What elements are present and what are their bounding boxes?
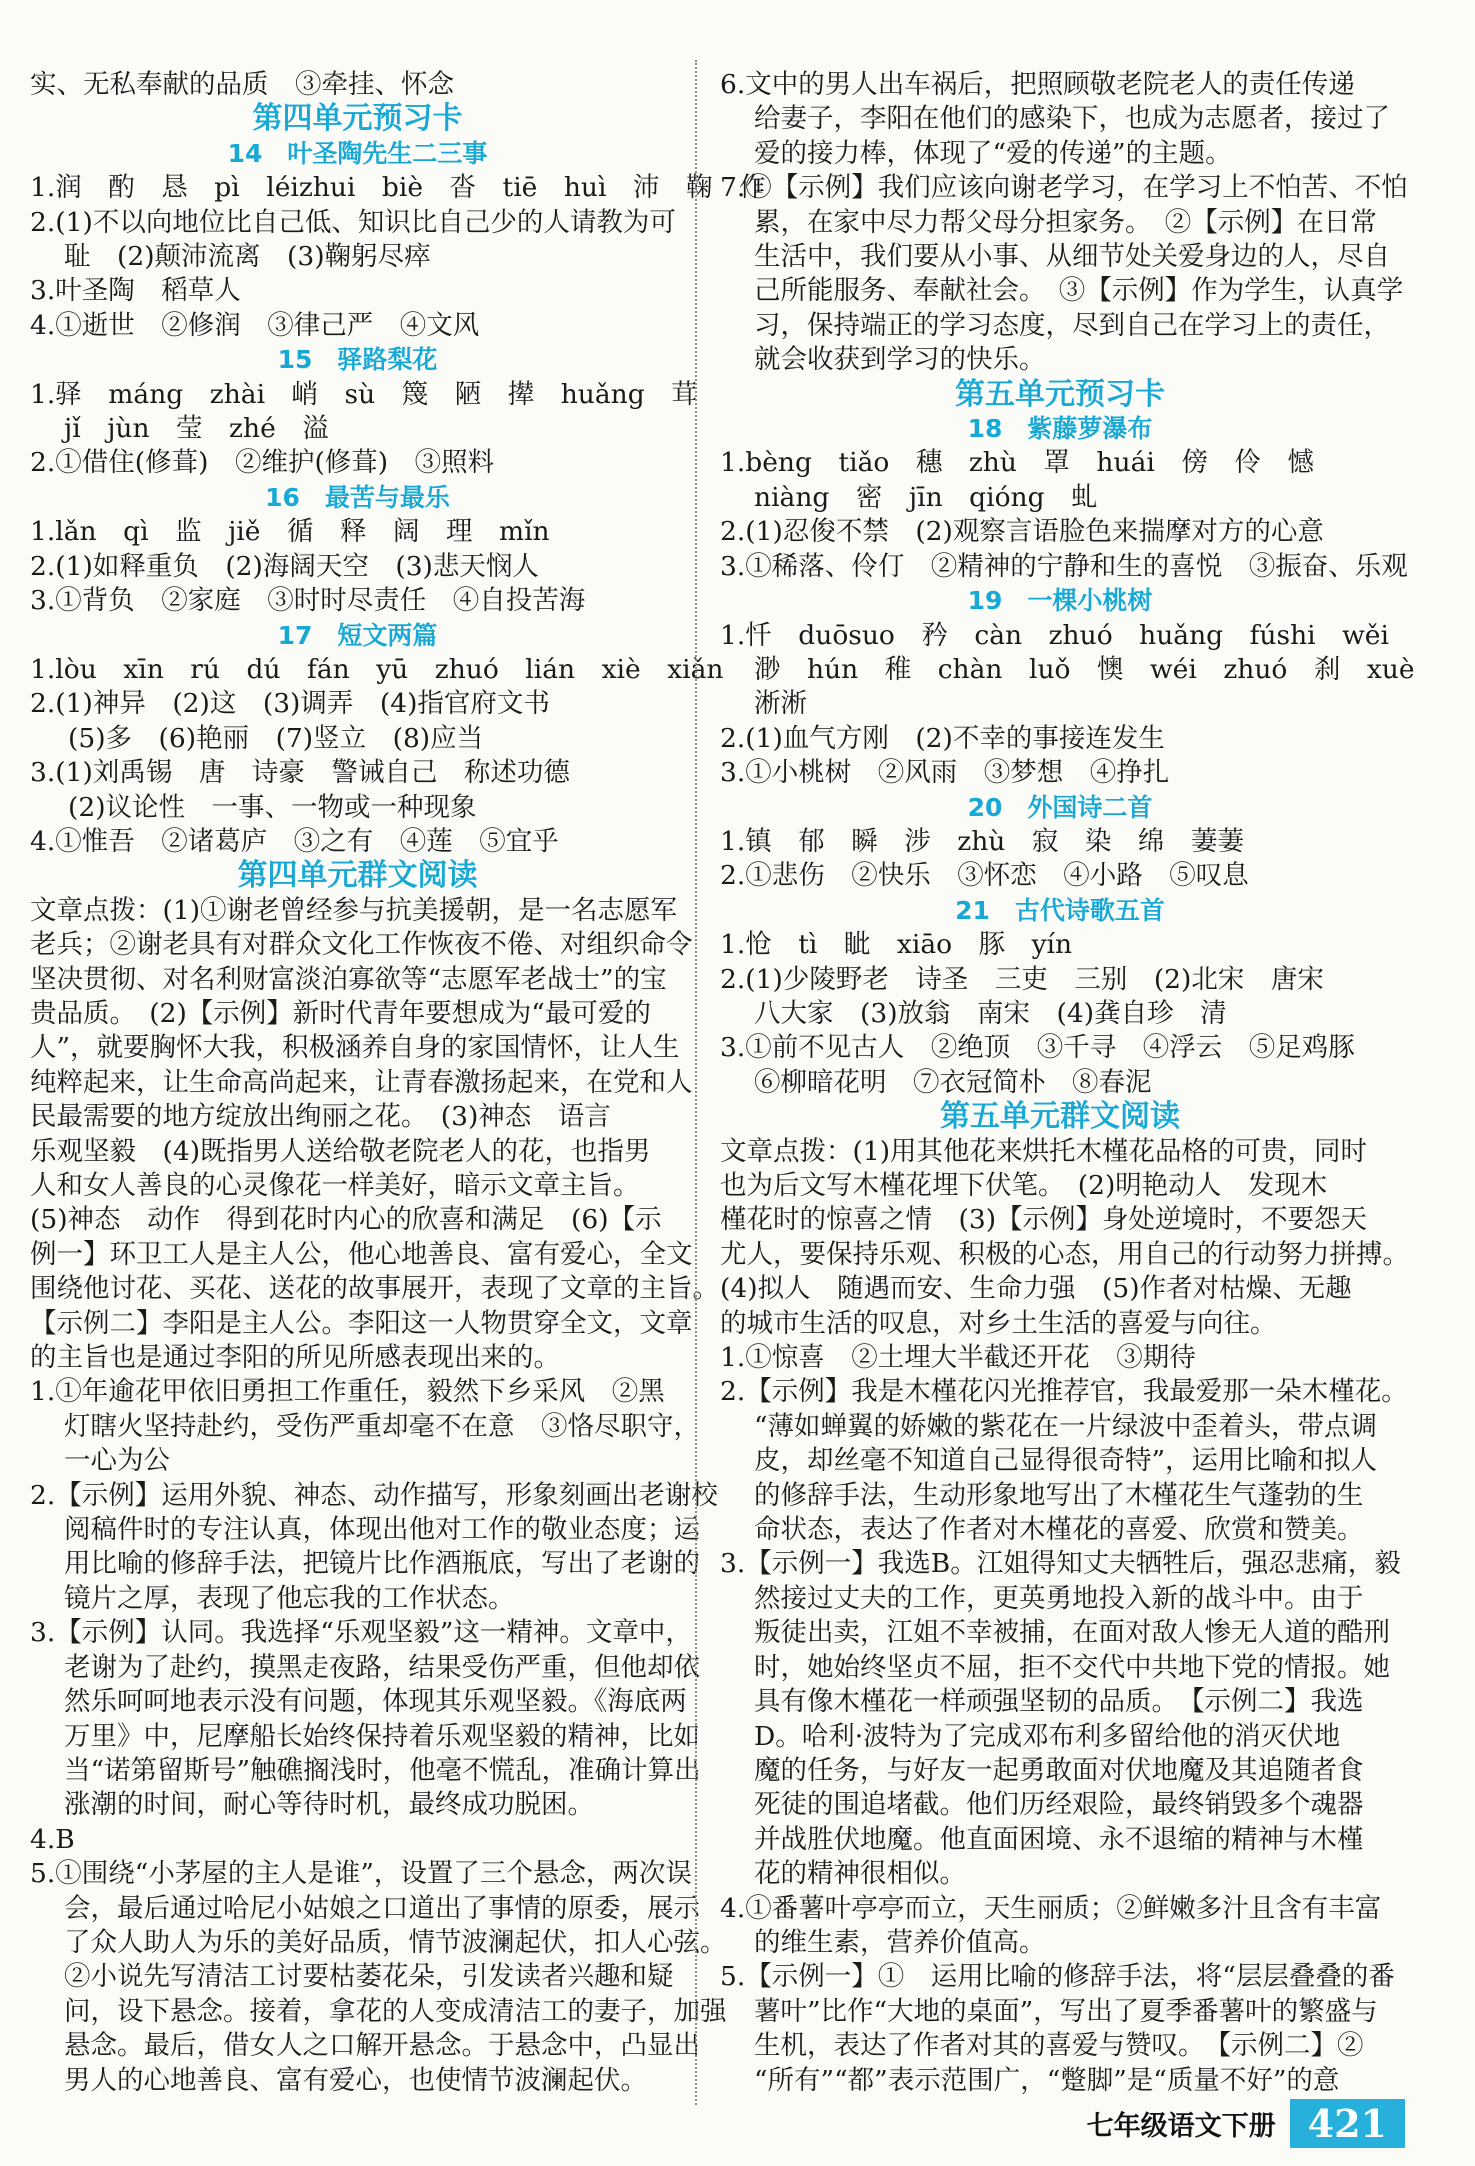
answer-line: 一心为公 bbox=[64, 1445, 170, 1477]
answer-line: D。哈利·波特为了完成邓布利多留给他的消灭伏地 bbox=[754, 1720, 1341, 1752]
answer-line: 了众人助人为乐的美好品质，情节波澜起伏，扣人心弦。 bbox=[64, 1926, 727, 1958]
answer-line: 4.①番薯叶亭亭而立，天生丽质；②鲜嫩多汁且含有丰富 bbox=[720, 1892, 1382, 1924]
lesson-heading: 21 古代诗歌五首 bbox=[955, 895, 1165, 925]
answer-line: 生活中，我们要从小事、从细节处关爱身边的人，尽自 bbox=[754, 241, 1390, 273]
answer-line: 万里》中，尼摩船长始终保持着乐观坚毅的精神，比如 bbox=[64, 1720, 700, 1752]
answer-line: 老兵；②谢老具有对群众文化工作恢夜不倦、对组织命令 bbox=[30, 929, 693, 961]
answer-line: 当“诺第留斯号”触礁搁浅时，他毫不慌乱，准确计算出 bbox=[64, 1754, 701, 1786]
lesson-heading: 20 外国诗二首 bbox=[967, 792, 1153, 822]
right-column bbox=[720, 68, 1415, 2098]
answer-line: 2.(1)神异 (2)这 (3)调弄 (4)指官府文书 bbox=[30, 688, 550, 720]
answer-line: 1.润 酌 恳 pì léizhui biè 沓 tiē huì 沛 鞠 作 bbox=[30, 172, 766, 204]
answer-line: 死徒的围追堵截。他们历经艰险，最终销毁多个魂器 bbox=[754, 1789, 1364, 1821]
answer-line: “所有”“都”表示范围广，“蹩脚”是“质量不好”的意 bbox=[754, 2064, 1340, 2096]
answer-line: 2.①悲伤 ②快乐 ③怀恋 ④小路 ⑤叹息 bbox=[720, 860, 1249, 892]
answer-line: 民最需要的地方绽放出绚丽之花。 (3)神态 语言 bbox=[30, 1101, 611, 1133]
grade-label: 七年级语文下册 bbox=[1086, 2110, 1276, 2142]
answer-line: 就会收获到学习的快乐。 bbox=[754, 344, 1046, 376]
answer-line: 己所能服务、奉献社会。 ③【示例】作为学生，认真学 bbox=[754, 275, 1404, 307]
answer-line: 人和女人善良的心灵像花一样美好，暗示文章主旨。 bbox=[30, 1170, 640, 1201]
answer-line: 叛徒出卖，江姐不幸被捕，在面对敌人惨无人道的酷刑 bbox=[754, 1617, 1390, 1649]
section-heading: 第五单元预习卡 bbox=[955, 376, 1165, 412]
answer-line: 1.怆 tì 眦 xiāo 豚 yín bbox=[720, 929, 1073, 961]
answer-line: 5.①围绕“小茅屋的主人是谁”，设置了三个悬念，两次误 bbox=[30, 1858, 692, 1890]
answer-line: (5)神态 动作 得到花时内心的欣喜和满足 (6)【示 bbox=[30, 1204, 662, 1236]
answer-line: 例一】环卫工人是主人公，他心地善良、富有爱心，全文 bbox=[30, 1238, 693, 1270]
answer-line: 1.lòu xīn rú dú fán yū zhuó lián xiè xiǎn bbox=[30, 653, 724, 685]
answer-line: 槿花时的惊喜之情 (3)【示例】身处逆境时，不要怨天 bbox=[720, 1204, 1368, 1236]
column-divider bbox=[695, 60, 697, 2105]
answer-line: jǐ jùn 莹 zhé 溢 bbox=[64, 413, 329, 445]
answer-line: 4.①逝世 ②修润 ③律己严 ④文风 bbox=[30, 309, 480, 341]
answer-line: 2.【示例】运用外貌、神态、动作描写，形象刻画出老谢校 bbox=[30, 1479, 718, 1511]
left-column bbox=[30, 68, 766, 2098]
answer-line: 男人的心地善良、富有爱心，也使情节波澜起伏。 bbox=[64, 2064, 647, 2096]
answer-line: 1.lǎn qì 监 jiě 循 释 阔 理 mǐn bbox=[30, 516, 550, 548]
answer-line: 实、无私奉献的品质 ③牵挂、怀念 bbox=[30, 69, 454, 100]
lesson-heading: 14 叶圣陶先生二三事 bbox=[227, 138, 488, 168]
answer-line: 尤人，要保持乐观、积极的心态，用自己的行动努力拼搏。 bbox=[720, 1238, 1409, 1270]
lesson-heading: 15 驿路梨花 bbox=[277, 345, 438, 375]
page-number: 421 bbox=[1290, 2099, 1405, 2148]
answer-line: 3.①稀落、伶仃 ②精神的宁静和生的喜悦 ③振奋、乐观 bbox=[720, 550, 1408, 582]
answer-line: 3.【示例一】我选B。江姐得知丈夫牺牲后，强忍悲痛，毅 bbox=[720, 1548, 1401, 1580]
answer-line: 花的精神很相似。 bbox=[754, 1858, 966, 1890]
answer-line: 用比喻的修辞手法，把镜片比作酒瓶底，写出了老谢的 bbox=[64, 1548, 700, 1580]
answer-line: 悬念。最后，借女人之口解开悬念。于悬念中，凸显出 bbox=[64, 2030, 700, 2062]
answer-line: niàng 密 jīn qióng 虬 bbox=[754, 481, 1098, 513]
answer-line: 纯粹起来，让生命高尚起来，让青春激扬起来，在党和人 bbox=[30, 1066, 693, 1098]
answer-line: (5)多 (6)艳丽 (7)竖立 (8)应当 bbox=[68, 722, 484, 754]
answer-line: 的城市生活的叹息，对乡土生活的喜爱与向往。 bbox=[720, 1307, 1277, 1339]
lesson-heading: 16 最苦与最乐 bbox=[265, 482, 450, 512]
answer-line: 问，设下悬念。接着，拿花的人变成清洁工的妻子，加强 bbox=[64, 1995, 727, 2027]
answer-line: 2.①借住(修葺) ②维护(修葺) ③照料 bbox=[30, 447, 495, 479]
answer-line: ②小说先写清洁工讨要枯萎花朵，引发读者兴趣和疑 bbox=[64, 1961, 674, 1993]
section-heading: 第四单元群文阅读 bbox=[237, 858, 478, 894]
answer-line: 3.①背负 ②家庭 ③时时尽责任 ④自投苦海 bbox=[30, 585, 586, 617]
lesson-heading: 19 一棵小桃树 bbox=[967, 586, 1153, 616]
answer-line: 会，最后通过哈尼小姑娘之口道出了事情的原委，展示 bbox=[64, 1892, 700, 1924]
answer-line: 6.文中的男人出车祸后，把照顾敬老院老人的责任传递 bbox=[720, 69, 1355, 100]
answer-line: 1.镇 郁 瞬 涉 zhù 寂 染 绵 萋萋 bbox=[720, 825, 1244, 857]
answer-line: 乐观坚毅 (4)既指男人送给敬老院老人的花，也指男 bbox=[30, 1135, 651, 1167]
answer-line: 习，保持端正的学习态度，尽到自己在学习上的责任， bbox=[754, 309, 1390, 341]
answer-line: (2)议论性 一事、一物或一种现象 bbox=[68, 791, 477, 823]
answer-line: (4)拟人 随遇而安、生命力强 (5)作者对枯燥、无趣 bbox=[720, 1273, 1352, 1305]
answer-line: 耻 (2)颠沛流离 (3)鞠躬尽瘁 bbox=[64, 241, 431, 273]
answer-line: 1.bèng tiǎo 穗 zhù 罩 huái 傍 伶 憾 bbox=[720, 447, 1314, 479]
answer-line: 2.(1)少陵野老 诗圣 三吏 三别 (2)北宋 唐宋 bbox=[720, 963, 1324, 995]
answer-line: 老谢为了赴约，摸黑走夜路，结果受伤严重，但他却依 bbox=[64, 1651, 700, 1683]
answer-line: 2.【示例】我是木槿花闪光推荐官，我最爱那一朵木槿花。 bbox=[720, 1376, 1408, 1408]
answer-line: 5.【示例一】① 运用比喻的修辞手法，将“层层叠叠的番 bbox=[720, 1961, 1395, 1993]
answer-line: 然接过丈夫的工作，更英勇地投入新的战斗中。由于 bbox=[754, 1582, 1364, 1614]
answer-line: 3.①小桃树 ②风雨 ③梦想 ④挣扎 bbox=[720, 757, 1170, 789]
answer-line: 3.【示例】认同。我选择“乐观坚毅”这一精神。文章中， bbox=[30, 1617, 692, 1649]
answer-line: 2.(1)忍俊不禁 (2)观察言语脸色来揣摩对方的心意 bbox=[720, 516, 1324, 548]
answer-line: 镜片之厚，表现了他忘我的工作状态。 bbox=[64, 1582, 515, 1614]
answer-line: 涨潮的时间，耐心等待时机，最终成功脱困。 bbox=[64, 1789, 594, 1821]
answer-line: 4.①惟吾 ②诸葛庐 ③之有 ④莲 ⑤宜乎 bbox=[30, 825, 559, 857]
answer-line: 3.(1)刘禹锡 唐 诗豪 警诫自己 称述功德 bbox=[30, 757, 570, 789]
answer-line: 的主旨也是通过李阳的所见所感表现出来的。 bbox=[30, 1342, 560, 1374]
section-heading: 第五单元群文阅读 bbox=[940, 1099, 1180, 1135]
answer-line: “薄如蝉翼的娇嫩的紫花在一片绿波中歪着头，带点调 bbox=[754, 1410, 1378, 1442]
answer-line: 给妻子，李阳在他们的感染下，也成为志愿者，接过了 bbox=[754, 103, 1390, 135]
answer-line: 并战胜伏地魔。他直面困境、永不退缩的精神与木槿 bbox=[754, 1823, 1364, 1855]
page-footer bbox=[1087, 2098, 1405, 2148]
answer-line: 坚决贯彻、对名利财富淡泊寡欲等“志愿军老战士”的宝 bbox=[30, 963, 667, 995]
answer-line: 文章点拨：(1)①谢老曾经参与抗美援朝，是一名志愿军 bbox=[30, 894, 678, 926]
answer-line: 然乐呵呵地表示没有问题，体现其乐观坚毅。《海底两 bbox=[64, 1686, 687, 1718]
answer-line: 1.①年逾花甲依旧勇担工作重任，毅然下乡采风 ②黑 bbox=[30, 1376, 665, 1408]
answer-line: 贵品质。 (2)【示例】新时代青年要想成为“最可爱的 bbox=[30, 997, 651, 1029]
answer-line: 渺 hún 稚 chàn luǒ 懊 wéi zhuó 刹 xuè bbox=[754, 653, 1415, 685]
answer-line: 生机，表达了作者对其的喜爱与赞叹。 【示例二】② bbox=[754, 2030, 1364, 2062]
answer-line: 2.(1)血气方刚 (2)不幸的事接连发生 bbox=[720, 722, 1165, 754]
answer-line: 2.(1)如释重负 (2)海阔天空 (3)悲天悯人 bbox=[30, 550, 539, 582]
answer-line: 灯瞎火坚持赴约，受伤严重却毫不在意 ③恪尽职守， bbox=[64, 1410, 700, 1442]
answer-line: 1.驿 máng zhài 峭 sù 篾 陋 撵 huǎng 茸 bbox=[30, 378, 698, 410]
answer-line: 命状态，表达了作者对木槿花的喜爱、欣赏和赞美。 bbox=[754, 1514, 1364, 1546]
answer-line: 人”，就要胸怀大我，积极涵养自身的家国情怀，让人生 bbox=[30, 1032, 680, 1064]
answer-line: 2.(1)不以向地位比自己低、知识比自己少的人请教为可 bbox=[30, 206, 676, 238]
answer-line: 阅稿件时的专注认真，体现出他对工作的敬业态度；运 bbox=[64, 1514, 700, 1546]
lesson-heading: 17 短文两篇 bbox=[277, 620, 438, 650]
answer-line: 也为后文写木槿花埋下伏笔。 (2)明艳动人 发现木 bbox=[720, 1170, 1328, 1201]
answer-line: 八大家 (3)放翁 南宋 (4)龚自珍 清 bbox=[754, 997, 1227, 1029]
answer-line: 淅淅 bbox=[754, 688, 807, 720]
answer-line: 3.叶圣陶 稻草人 bbox=[30, 275, 241, 307]
answer-line: 1.忏 duōsuo 矜 càn zhuó huǎng fúshi wěi bbox=[720, 619, 1389, 651]
answer-line: 具有像木槿花一样顽强坚韧的品质。 【示例二】我选 bbox=[754, 1686, 1364, 1718]
answer-line: 7.①【示例】我们应该向谢老学习，在学习上不怕苦、不怕 bbox=[720, 172, 1408, 204]
answer-line: 皮，却丝毫不知道自己显得很奇特”，运用比喻和拟人 bbox=[754, 1445, 1378, 1477]
answer-line: 【示例二】李阳是主人公。李阳这一人物贯穿全文，文章 bbox=[30, 1307, 693, 1339]
answer-line: 薯叶”比作“大地的桌面”，写出了夏季番薯叶的繁盛与 bbox=[754, 1995, 1378, 2027]
answer-line: 魔的任务，与好友一起勇敢面对伏地魔及其追随者食 bbox=[754, 1754, 1364, 1786]
answer-line: 时，她始终坚贞不屈，拒不交代中共地下党的情报。她 bbox=[754, 1651, 1390, 1683]
section-heading: 第四单元预习卡 bbox=[252, 101, 463, 137]
answer-line: 1.①惊喜 ②土埋大半截还开花 ③期待 bbox=[720, 1342, 1196, 1374]
answer-line: 3.①前不见古人 ②绝顶 ③千寻 ④浮云 ⑤足鸡豚 bbox=[720, 1032, 1355, 1064]
answer-line: 文章点拨：(1)用其他花来烘托木槿花品格的可贵，同时 bbox=[720, 1135, 1368, 1167]
answer-line: 累，在家中尽力帮父母分担家务。 ②【示例】在日常 bbox=[754, 206, 1377, 238]
answer-line: 的维生素，营养价值高。 bbox=[754, 1926, 1046, 1958]
answer-line: 围绕他讨花、买花、送花的故事展开，表现了文章的主旨。 bbox=[30, 1273, 719, 1305]
answer-line: 的修辞手法，生动形象地写出了木槿花生气蓬勃的生 bbox=[754, 1479, 1364, 1511]
answer-line: 爱的接力棒，体现了“爱的传递”的主题。 bbox=[754, 137, 1232, 169]
lesson-heading: 18 紫藤萝瀑布 bbox=[967, 414, 1153, 444]
answer-line: ⑥柳暗花明 ⑦衣冠简朴 ⑧春泥 bbox=[754, 1066, 1152, 1098]
answer-line: 4.B bbox=[30, 1823, 75, 1855]
